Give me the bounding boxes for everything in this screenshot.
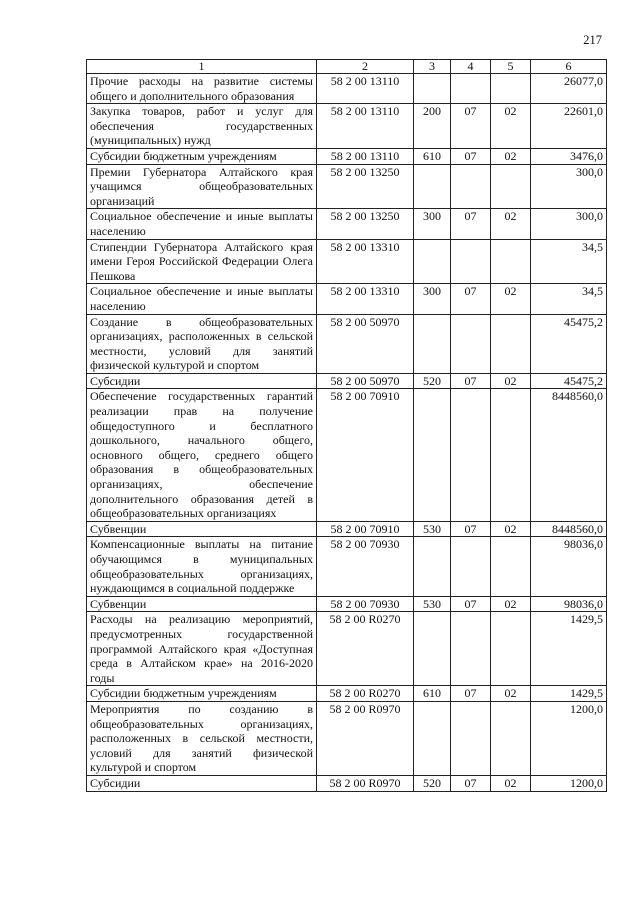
table-row xyxy=(87,239,607,284)
row-amount: 98036,0 xyxy=(531,596,607,612)
table-header-row xyxy=(87,60,607,74)
row-column-3: 300 xyxy=(414,284,451,314)
row-code: 58 2 00 13110 xyxy=(317,104,414,149)
row-amount: 8448560,0 xyxy=(531,389,607,521)
row-column-4 xyxy=(451,701,491,775)
row-column-5: 02 xyxy=(491,104,531,149)
table-row xyxy=(87,686,607,702)
row-amount: 26077,0 xyxy=(531,74,607,104)
row-column-5 xyxy=(491,537,531,596)
row-column-4: 07 xyxy=(451,775,491,791)
row-column-4 xyxy=(451,612,491,686)
row-column-3: 610 xyxy=(414,148,451,164)
table-row xyxy=(87,701,607,775)
row-name: Создание в общеобразовательных организациях, расположенных в сельской местности, условий для занятий физической культурой и спортом xyxy=(87,314,317,373)
column-header-4: 4 xyxy=(451,60,491,74)
row-code: 58 2 00 13310 xyxy=(317,284,414,314)
row-name: Закупка товаров, работ и услуг для обеспечения государственных (муниципальных) нужд xyxy=(87,104,317,149)
row-column-3 xyxy=(414,389,451,521)
row-code: 58 2 00 13250 xyxy=(317,164,414,209)
row-column-3 xyxy=(414,164,451,209)
row-amount: 300,0 xyxy=(531,209,607,239)
row-amount: 22601,0 xyxy=(531,104,607,149)
row-column-3: 530 xyxy=(414,596,451,612)
row-name: Субсидии бюджетным учреждениям xyxy=(87,686,317,702)
row-name: Социальное обеспечение и иные выплаты населению xyxy=(87,284,317,314)
row-code: 58 2 00 R0270 xyxy=(317,612,414,686)
row-name: Субвенции xyxy=(87,596,317,612)
row-column-4 xyxy=(451,537,491,596)
table-row xyxy=(87,284,607,314)
row-column-4 xyxy=(451,389,491,521)
row-amount: 1429,5 xyxy=(531,686,607,702)
row-column-5 xyxy=(491,701,531,775)
row-name: Социальное обеспечение и иные выплаты населению xyxy=(87,209,317,239)
table-row xyxy=(87,596,607,612)
row-column-4: 07 xyxy=(451,521,491,537)
row-column-3: 300 xyxy=(414,209,451,239)
column-header-3: 3 xyxy=(414,60,451,74)
row-name: Субсидии xyxy=(87,775,317,791)
row-column-4: 07 xyxy=(451,209,491,239)
row-amount: 1200,0 xyxy=(531,775,607,791)
row-column-5: 02 xyxy=(491,686,531,702)
row-column-5 xyxy=(491,389,531,521)
row-code: 58 2 00 13110 xyxy=(317,74,414,104)
row-name: Субсидии xyxy=(87,373,317,389)
row-column-4: 07 xyxy=(451,686,491,702)
row-column-4 xyxy=(451,164,491,209)
row-code: 58 2 00 70910 xyxy=(317,389,414,521)
row-code: 58 2 00 13110 xyxy=(317,148,414,164)
row-column-4 xyxy=(451,239,491,284)
table-row xyxy=(87,164,607,209)
row-amount: 300,0 xyxy=(531,164,607,209)
row-column-4 xyxy=(451,314,491,373)
row-name: Компенсационные выплаты на питание обучающимся в муниципальных общеобразовательных организациях, нуждающимся в социальной поддержке xyxy=(87,537,317,596)
row-code: 58 2 00 13310 xyxy=(317,239,414,284)
row-column-4: 07 xyxy=(451,284,491,314)
row-column-5 xyxy=(491,74,531,104)
row-code: 58 2 00 50970 xyxy=(317,373,414,389)
row-column-3: 520 xyxy=(414,373,451,389)
column-header-5: 5 xyxy=(491,60,531,74)
table-row xyxy=(87,612,607,686)
row-column-3: 520 xyxy=(414,775,451,791)
row-column-4 xyxy=(451,74,491,104)
row-amount: 1200,0 xyxy=(531,701,607,775)
row-column-4: 07 xyxy=(451,148,491,164)
row-column-5: 02 xyxy=(491,209,531,239)
row-name: Мероприятия по созданию в общеобразовательных организациях, расположенных в сельской местности, условий для занятий физической культурой и спортом xyxy=(87,701,317,775)
row-code: 58 2 00 70930 xyxy=(317,537,414,596)
row-column-5: 02 xyxy=(491,596,531,612)
row-amount: 3476,0 xyxy=(531,148,607,164)
row-code: 58 2 00 R0970 xyxy=(317,701,414,775)
row-column-3 xyxy=(414,239,451,284)
table-row xyxy=(87,148,607,164)
row-name: Субвенции xyxy=(87,521,317,537)
row-column-3 xyxy=(414,314,451,373)
row-column-5 xyxy=(491,612,531,686)
row-code: 58 2 00 R0970 xyxy=(317,775,414,791)
row-name: Стипендии Губернатора Алтайского края имени Героя Российской Федерации Олега Пешкова xyxy=(87,239,317,284)
table-row xyxy=(87,74,607,104)
row-column-4: 07 xyxy=(451,104,491,149)
row-column-4: 07 xyxy=(451,596,491,612)
row-column-5: 02 xyxy=(491,148,531,164)
row-code: 58 2 00 R0270 xyxy=(317,686,414,702)
row-name: Обеспечение государственных гарантий реализации прав на получение общедоступного и бесплатного дошкольного, начального общего, основного общего, среднего общего образования в общеобразовательных организациях, обеспечение дополнительного образования детей в общеобразовательных организациях xyxy=(87,389,317,521)
row-column-5 xyxy=(491,239,531,284)
table-row xyxy=(87,521,607,537)
table-row xyxy=(87,373,607,389)
table-row xyxy=(87,389,607,521)
row-column-3 xyxy=(414,612,451,686)
row-amount: 1429,5 xyxy=(531,612,607,686)
row-amount: 34,5 xyxy=(531,284,607,314)
column-header-6: 6 xyxy=(531,60,607,74)
table-row xyxy=(87,775,607,791)
row-column-3: 200 xyxy=(414,104,451,149)
table-row xyxy=(87,104,607,149)
row-column-3: 610 xyxy=(414,686,451,702)
table-row xyxy=(87,314,607,373)
row-column-5: 02 xyxy=(491,521,531,537)
row-column-4: 07 xyxy=(451,373,491,389)
row-name: Расходы на реализацию мероприятий, предусмотренных государственной программой Алтайского края «Доступная среда в Алтайском крае» на 2016-2020 годы xyxy=(87,612,317,686)
row-column-3 xyxy=(414,74,451,104)
row-column-3 xyxy=(414,701,451,775)
row-amount: 98036,0 xyxy=(531,537,607,596)
row-column-3 xyxy=(414,537,451,596)
row-column-5 xyxy=(491,164,531,209)
row-column-3: 530 xyxy=(414,521,451,537)
budget-table xyxy=(86,59,607,792)
table-row xyxy=(87,537,607,596)
row-code: 58 2 00 70930 xyxy=(317,596,414,612)
row-amount: 8448560,0 xyxy=(531,521,607,537)
row-column-5: 02 xyxy=(491,373,531,389)
column-header-2: 2 xyxy=(317,60,414,74)
row-amount: 45475,2 xyxy=(531,314,607,373)
table-row xyxy=(87,209,607,239)
row-column-5: 02 xyxy=(491,775,531,791)
row-column-5 xyxy=(491,314,531,373)
row-amount: 34,5 xyxy=(531,239,607,284)
column-header-1: 1 xyxy=(87,60,317,74)
row-name: Премии Губернатора Алтайского края учащимся общеобразовательных организаций xyxy=(87,164,317,209)
page-number: 217 xyxy=(583,33,602,47)
row-code: 58 2 00 50970 xyxy=(317,314,414,373)
row-code: 58 2 00 13250 xyxy=(317,209,414,239)
row-amount: 45475,2 xyxy=(531,373,607,389)
row-name: Прочие расходы на развитие системы общего и дополнительного образования xyxy=(87,74,317,104)
table-body xyxy=(87,74,607,792)
row-code: 58 2 00 70910 xyxy=(317,521,414,537)
row-column-5: 02 xyxy=(491,284,531,314)
row-name: Субсидии бюджетным учреждениям xyxy=(87,148,317,164)
